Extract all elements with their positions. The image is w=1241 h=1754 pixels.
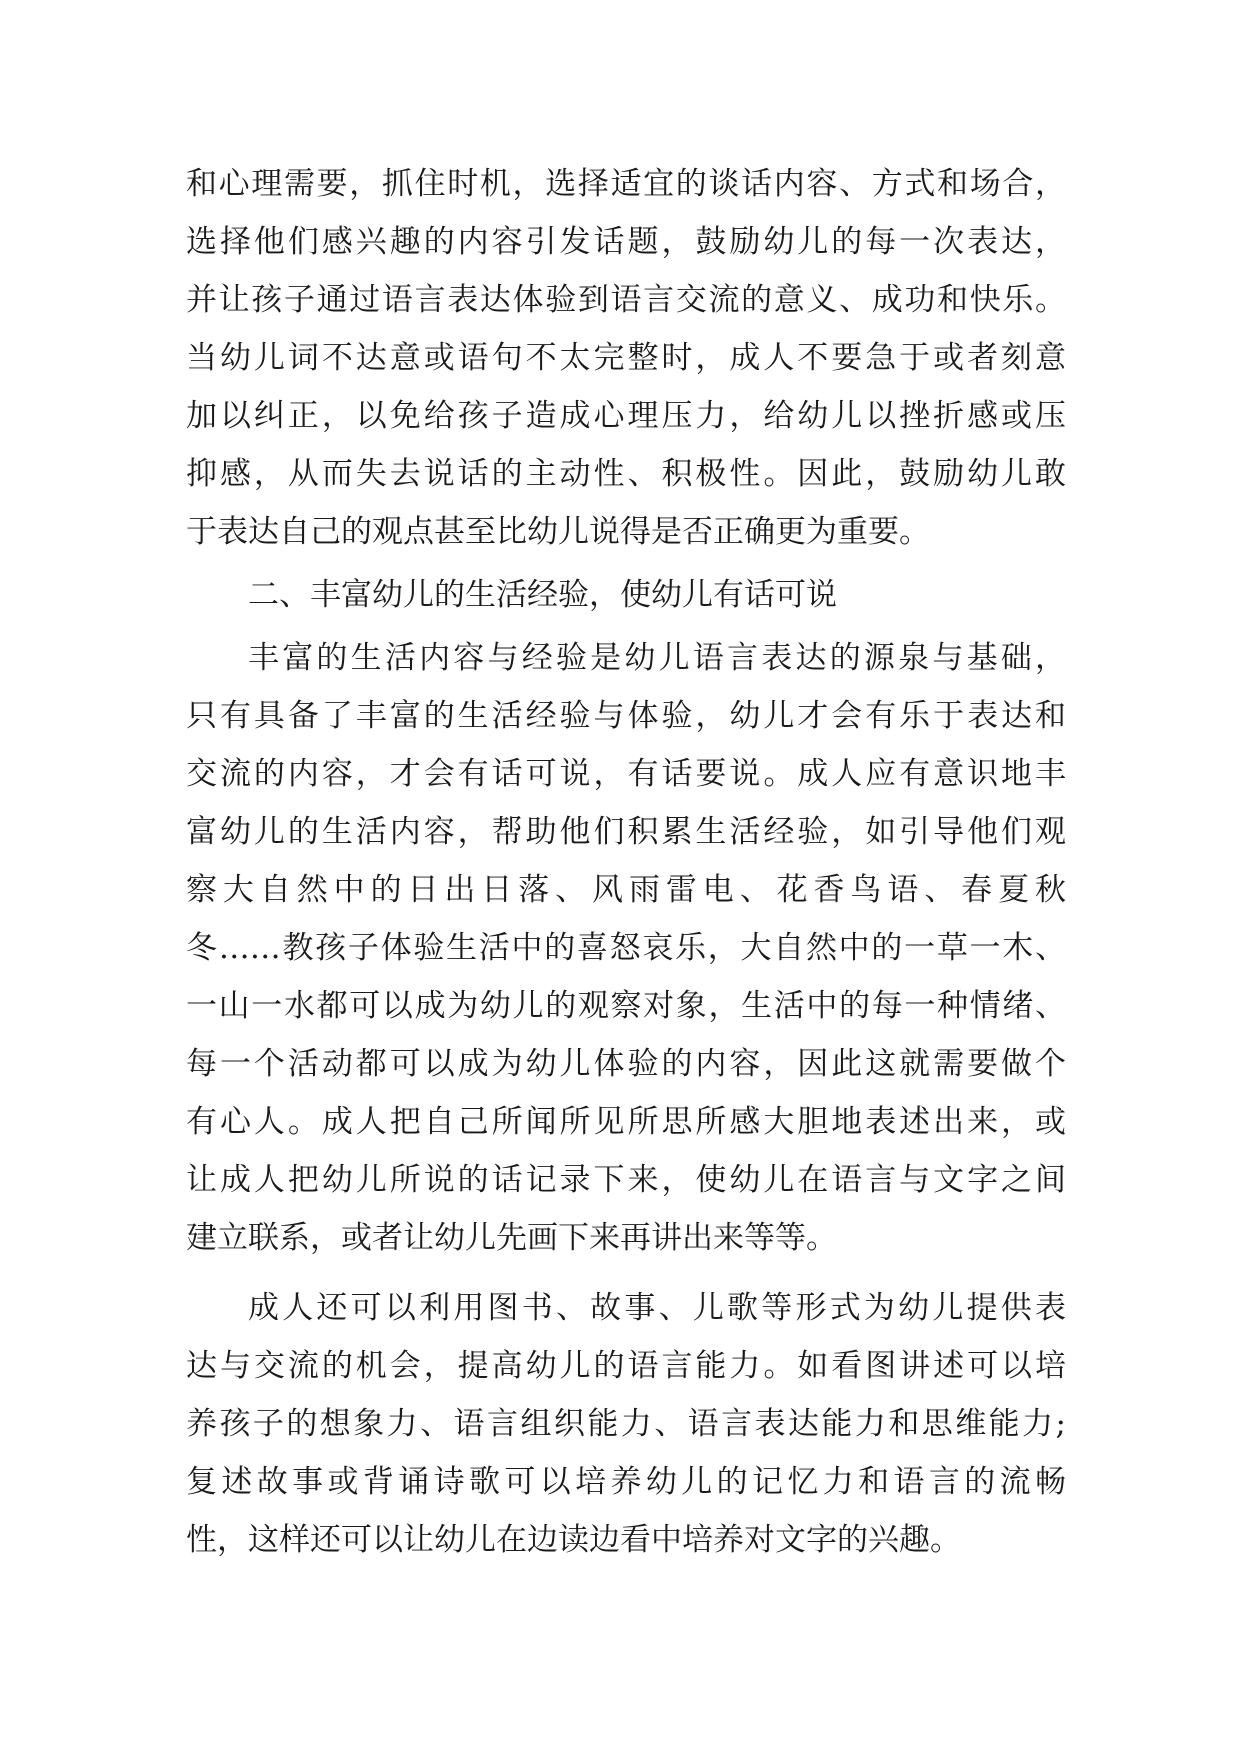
text-line: 察大自然中的日出日落、风雨雷电、花香鸟语、春夏秋 xyxy=(186,872,1066,908)
text-line: 成人还可以利用图书、故事、儿歌等形式为幼儿提供表 xyxy=(248,1290,1066,1326)
paragraph xyxy=(186,155,1066,561)
text-line: 达与交流的机会，提高幼儿的语言能力。如看图讲述可以培 xyxy=(186,1348,1066,1384)
text-line: 富幼儿的生活内容，帮助他们积累生活经验，如引导他们观 xyxy=(186,814,1066,850)
text-line: 选择他们感兴趣的内容引发话题，鼓励幼儿的每一次表达， xyxy=(186,224,1066,260)
text-line: 有心人。成人把自己所闻所见所思所感大胆地表述出来，或 xyxy=(186,1104,1066,1140)
text-line: 加以纠正，以免给孩子造成心理压力，给幼儿以挫折感或压 xyxy=(186,398,1066,434)
paragraph xyxy=(186,629,1066,1267)
text-line: 复述故事或背诵诗歌可以培养幼儿的记忆力和语言的流畅 xyxy=(186,1464,1066,1500)
section-heading xyxy=(186,566,1066,624)
text-line: 并让孩子通过语言表达体验到语言交流的意义、成功和快乐。 xyxy=(186,282,1066,318)
text-line: 性，这样还可以让幼儿在边读边看中培养对文字的兴趣。 xyxy=(186,1522,961,1558)
paragraph xyxy=(186,1279,1066,1569)
text-line: 只有具备了丰富的生活经验与体验，幼儿才会有乐于表达和 xyxy=(186,698,1066,734)
text-line: 一山一水都可以成为幼儿的观察对象，生活中的每一种情绪、 xyxy=(186,988,1066,1024)
text-line: 交流的内容，才会有话可说，有话要说。成人应有意识地丰 xyxy=(186,756,1066,792)
text-line: 养孩子的想象力、语言组织能力、语言表达能力和思维能力; xyxy=(186,1406,1066,1442)
text-line: 每一个活动都可以成为幼儿体验的内容，因此这就需要做个 xyxy=(186,1046,1066,1082)
text-line: 让成人把幼儿所说的话记录下来，使幼儿在语言与文字之间 xyxy=(186,1162,1066,1198)
text-line: 丰富的生活内容与经验是幼儿语言表达的源泉与基础， xyxy=(248,640,1066,676)
text-line: 抑感，从而失去说话的主动性、积极性。因此，鼓励幼儿敢 xyxy=(186,456,1066,492)
text-line: 建立联系，或者让幼儿先画下来再讲出来等等。 xyxy=(186,1220,837,1256)
text-line: 当幼儿词不达意或语句不太完整时，成人不要急于或者刻意 xyxy=(186,340,1066,376)
document-body xyxy=(186,155,1066,1569)
text-line: 冬……教孩子体验生活中的喜怒哀乐，大自然中的一草一木、 xyxy=(186,930,1066,966)
text-line: 于表达自己的观点甚至比幼儿说得是否正确更为重要。 xyxy=(186,514,930,550)
heading-text: 二、丰富幼儿的生活经验，使幼儿有话可说 xyxy=(248,577,837,613)
text-line: 和心理需要，抓住时机，选择适宜的谈话内容、方式和场合， xyxy=(186,166,1066,202)
